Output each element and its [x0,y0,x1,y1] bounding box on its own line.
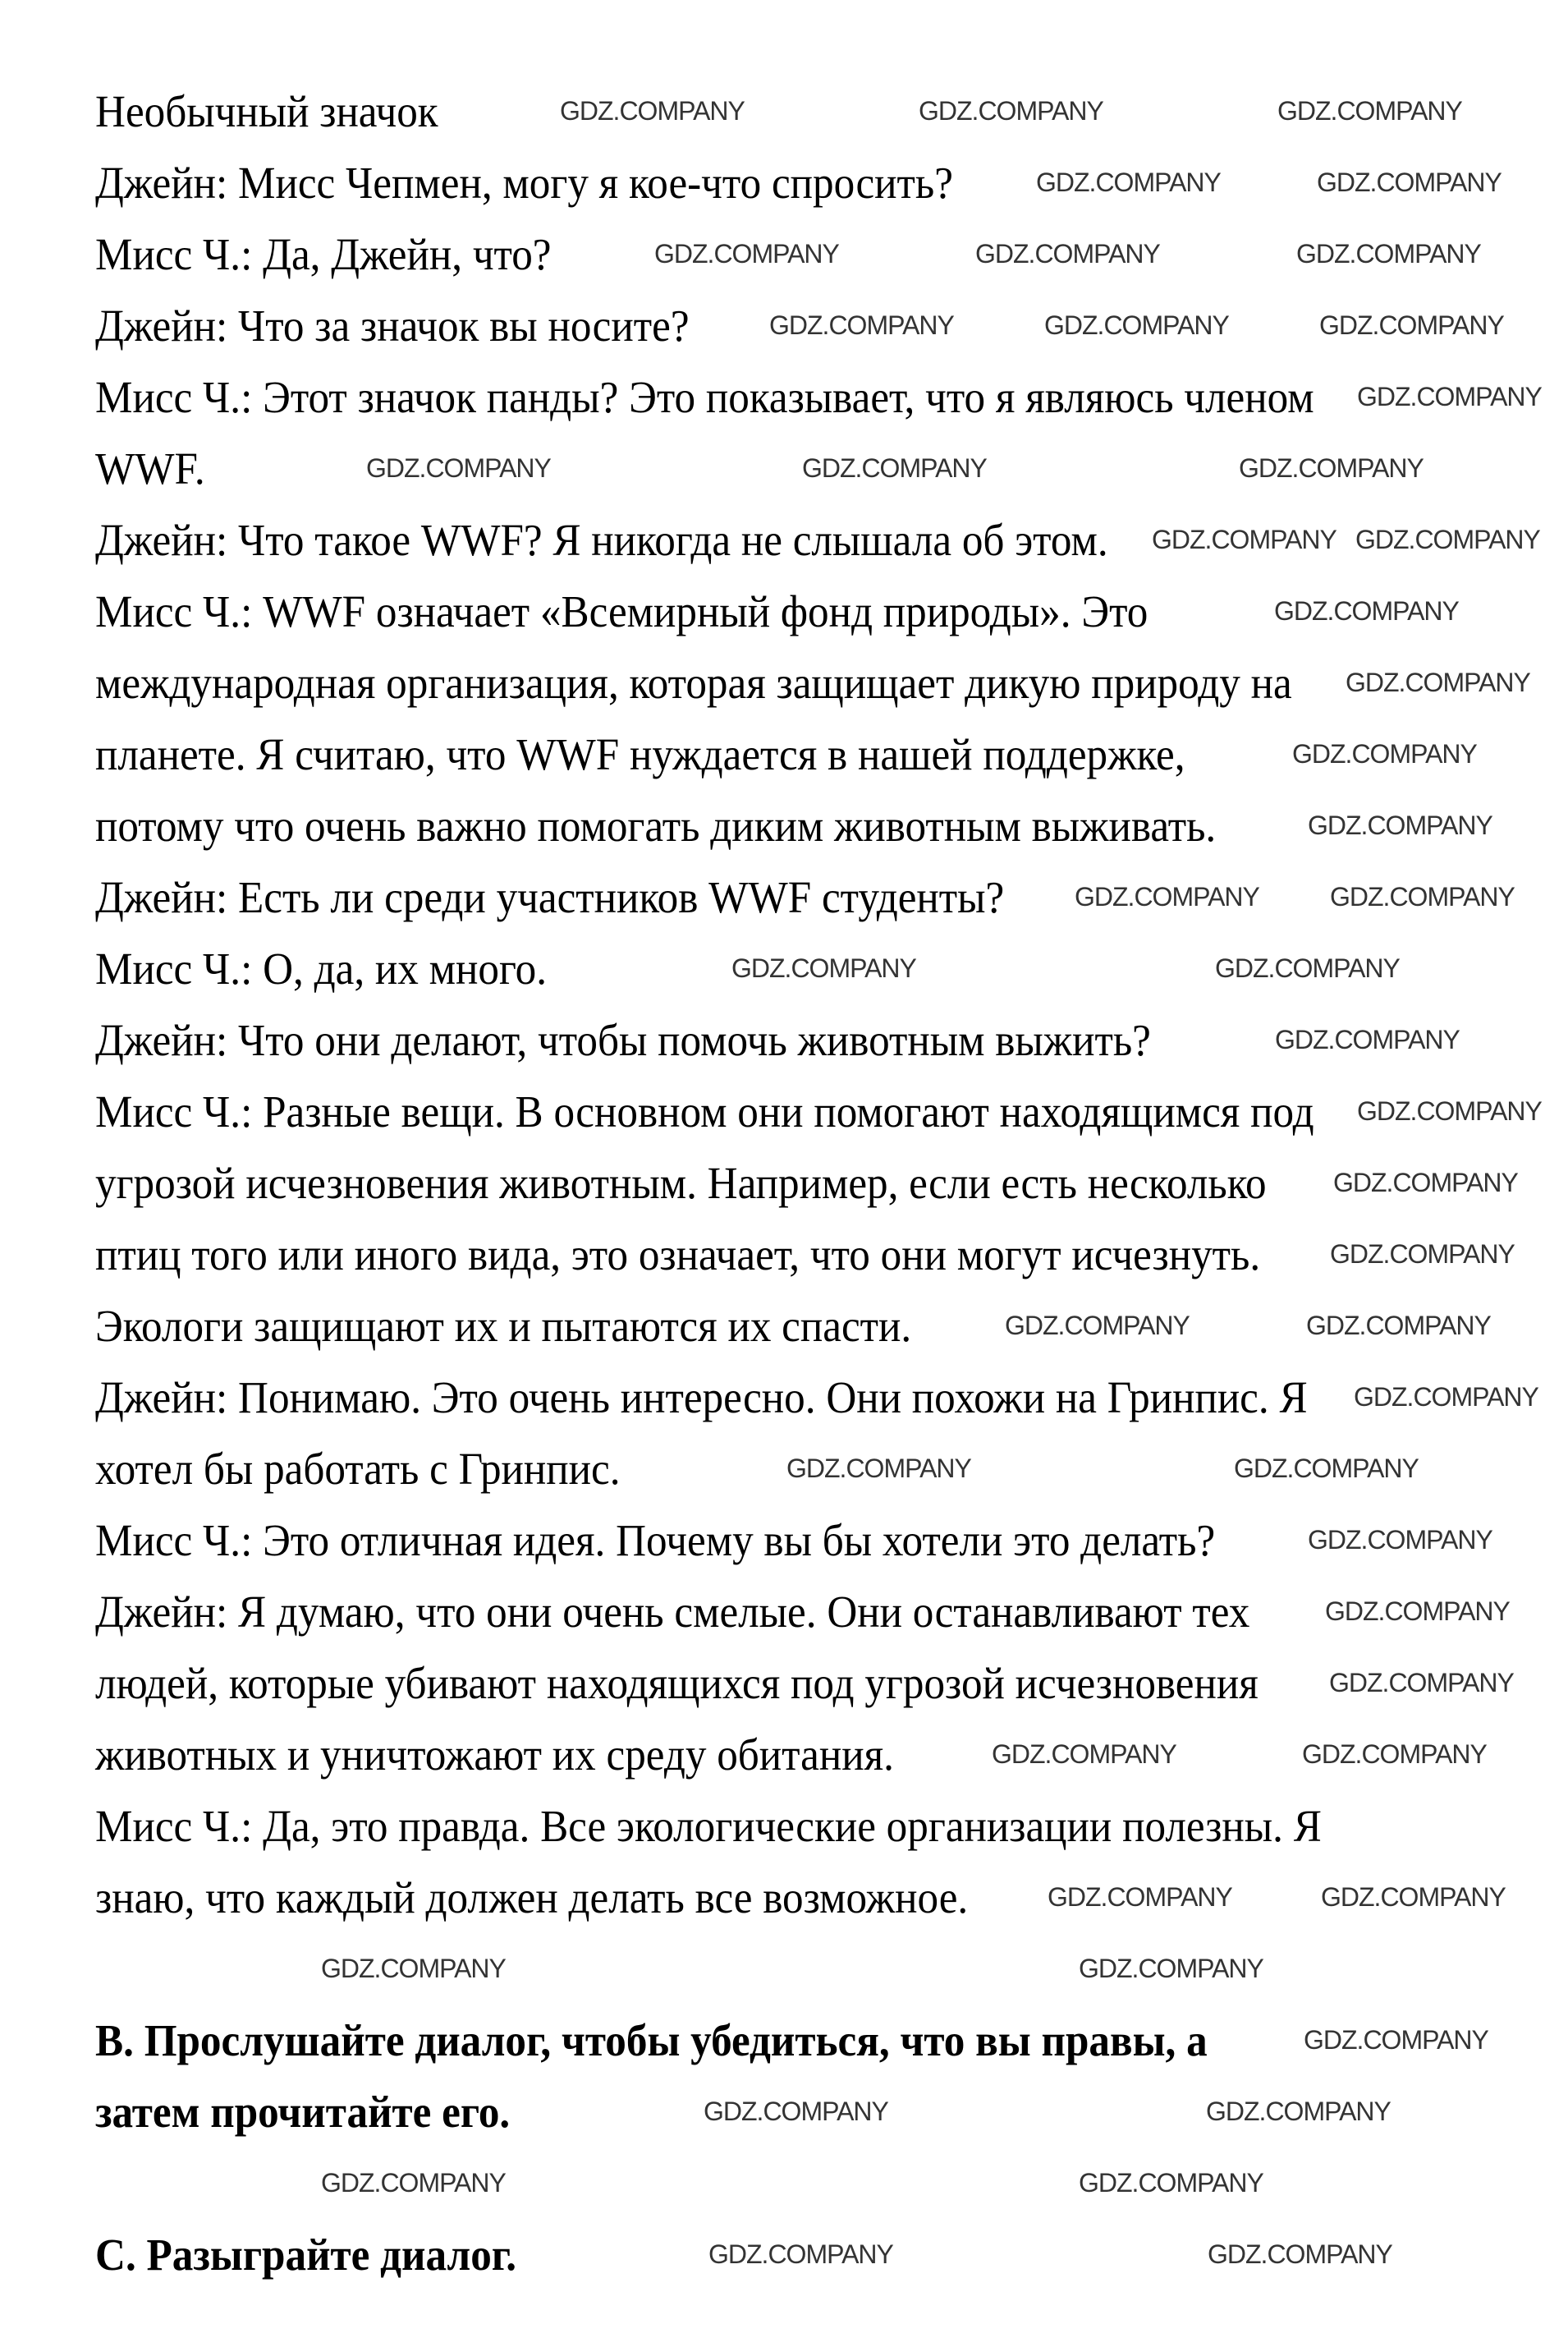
line-text: WWF. [95,443,205,494]
watermark: GDZ.COMPANY [1274,596,1459,626]
dialogue-line [95,1076,1409,1147]
line-text: Мисс Ч.: Этот значок панды? Это показывает, что я являюсь членом [95,372,1314,422]
line-text: животных и уничтожают их среду обитания. [95,1729,894,1780]
line-text: Мисс Ч.: О, да, их много. [95,944,548,994]
line-text: потому что очень важно помогать диким животным выживать. [95,801,1217,851]
watermark: GDZ.COMPANY [1325,1596,1510,1626]
line-text: B. Прослушайте диалог, чтобы убедиться, что вы правы, а [95,2015,1208,2065]
watermark: GDZ.COMPANY [1330,1239,1515,1269]
watermark: GDZ.COMPANY [1330,882,1515,912]
line-text: международная организация, которая защищает дикую природу на [95,658,1292,708]
watermark: GDZ.COMPANY [1317,168,1502,197]
watermark: GDZ.COMPANY [1075,882,1259,912]
dialogue-line [95,1504,1409,1576]
line-text: планете. Я считаю, что WWF нуждается в нашей поддержке, [95,729,1185,779]
line-text: Джейн: Я думаю, что они очень смелые. Они останавливают тех [95,1587,1250,1637]
line-text: затем прочитайте его. [95,2087,511,2137]
line-text: Экологи защищают их и пытаются их спасти. [95,1301,912,1351]
watermark: GDZ.COMPANY [321,2168,506,2198]
dialogue-line [95,1147,1409,1219]
dialogue-line [95,1576,1409,1647]
dialogue-line [95,361,1409,433]
dialogue-line [95,1290,1409,1362]
watermark: GDZ.COMPANY [1329,1668,1514,1697]
watermark: GDZ.COMPANY [1079,1954,1263,1983]
watermark: GDZ.COMPANY [708,2239,893,2269]
task-instruction-line [95,2005,1409,2076]
dialogue-line [95,576,1409,647]
watermark: GDZ.COMPANY [1296,239,1481,269]
watermark: GDZ.COMPANY [1044,310,1229,340]
watermark: GDZ.COMPANY [704,2097,888,2126]
watermark: GDZ.COMPANY [560,96,745,126]
watermark: GDZ.COMPANY [992,1739,1176,1769]
line-text: угрозой исчезновения животным. Например, если есть несколько [95,1158,1267,1208]
line-text: знаю, что каждый должен делать все возможное. [95,1872,969,1922]
watermark: GDZ.COMPANY [1234,1454,1419,1483]
watermark: GDZ.COMPANY [1239,453,1424,483]
watermark: GDZ.COMPANY [1357,382,1542,411]
line-text: Джейн: Есть ли среди участников WWF студенты? [95,872,1005,922]
watermark: GDZ.COMPANY [731,953,916,983]
watermark: GDZ.COMPANY [1152,525,1336,554]
line-text: хотел бы работать с Гринпис. [95,1444,621,1494]
dialogue-line [95,790,1409,861]
line-text: Джейн: Что они делают, чтобы помочь животным выжить? [95,1015,1151,1065]
watermark: GDZ.COMPANY [1277,96,1462,126]
watermark: GDZ.COMPANY [1292,739,1477,769]
watermark: GDZ.COMPANY [1036,168,1221,197]
watermark: GDZ.COMPANY [1346,668,1530,697]
watermark: GDZ.COMPANY [769,310,954,340]
line-text: Джейн: Что за значок вы носите? [95,301,690,351]
watermark: GDZ.COMPANY [1215,953,1400,983]
watermark: GDZ.COMPANY [1005,1311,1190,1340]
watermark: GDZ.COMPANY [1308,811,1492,840]
dialogue-line [95,647,1409,719]
watermark: GDZ.COMPANY [1302,1739,1487,1769]
watermark: GDZ.COMPANY [1308,1525,1492,1555]
watermark: GDZ.COMPANY [366,453,551,483]
watermark: GDZ.COMPANY [1048,1882,1232,1912]
line-text: Джейн: Понимаю. Это очень интересно. Они похожи на Гринпис. Я [95,1372,1308,1422]
document-body [95,76,1507,2290]
watermark: GDZ.COMPANY [1206,2097,1391,2126]
watermark: GDZ.COMPANY [1319,310,1504,340]
line-text: Мисс Ч.: Это отличная идея. Почему вы бы хотели это делать? [95,1515,1216,1565]
line-text: C. Разыграйте диалог. [95,2230,517,2280]
dialogue-line [95,719,1409,790]
watermark: GDZ.COMPANY [1355,525,1540,554]
line-text: Мисс Ч.: Разные вещи. В основном они помогают находящимся под [95,1086,1314,1137]
watermark: GDZ.COMPANY [321,1954,506,1983]
watermark: GDZ.COMPANY [1079,2168,1263,2198]
dialogue-line [95,433,1409,504]
watermark: GDZ.COMPANY [919,96,1103,126]
line-text: Джейн: Мисс Чепмен, могу я кое-что спросить? [95,158,953,208]
watermark: GDZ.COMPANY [1304,2025,1488,2055]
line-text: Джейн: Что такое WWF? Я никогда не слышала об этом. [95,515,1108,565]
line-text: людей, которые убивают находящихся под угрозой исчезновения [95,1658,1259,1708]
line-text: Мисс Ч.: Да, это правда. Все экологические организации полезны. Я [95,1801,1322,1851]
dialogue-line [95,1719,1409,1790]
watermark: GDZ.COMPANY [1208,2239,1392,2269]
watermark: GDZ.COMPANY [786,1454,971,1483]
dialogue-line [95,1004,1409,1076]
dialogue-line [95,1433,1409,1504]
watermark: GDZ.COMPANY [1357,1096,1542,1126]
line-text: Мисс Ч.: Да, Джейн, что? [95,229,552,279]
dialogue-line [95,76,1409,147]
line-text: птиц того или иного вида, это означает, что они могут исчезнуть. [95,1229,1261,1279]
dialogue-line [95,1790,1409,1862]
watermark: GDZ.COMPANY [1321,1882,1506,1912]
watermark: GDZ.COMPANY [975,239,1160,269]
line-text: Необычный значок [95,86,438,136]
dialogue-line [95,1362,1409,1433]
watermark: GDZ.COMPANY [802,453,987,483]
watermark: GDZ.COMPANY [1333,1168,1518,1197]
watermark: GDZ.COMPANY [1354,1382,1538,1412]
watermark: GDZ.COMPANY [654,239,839,269]
dialogue-line [95,1219,1409,1290]
line-text: Мисс Ч.: WWF означает «Всемирный фонд природы». Это [95,586,1148,636]
dialogue-line [95,1647,1409,1719]
watermark: GDZ.COMPANY [1275,1025,1460,1054]
watermark: GDZ.COMPANY [1306,1311,1491,1340]
